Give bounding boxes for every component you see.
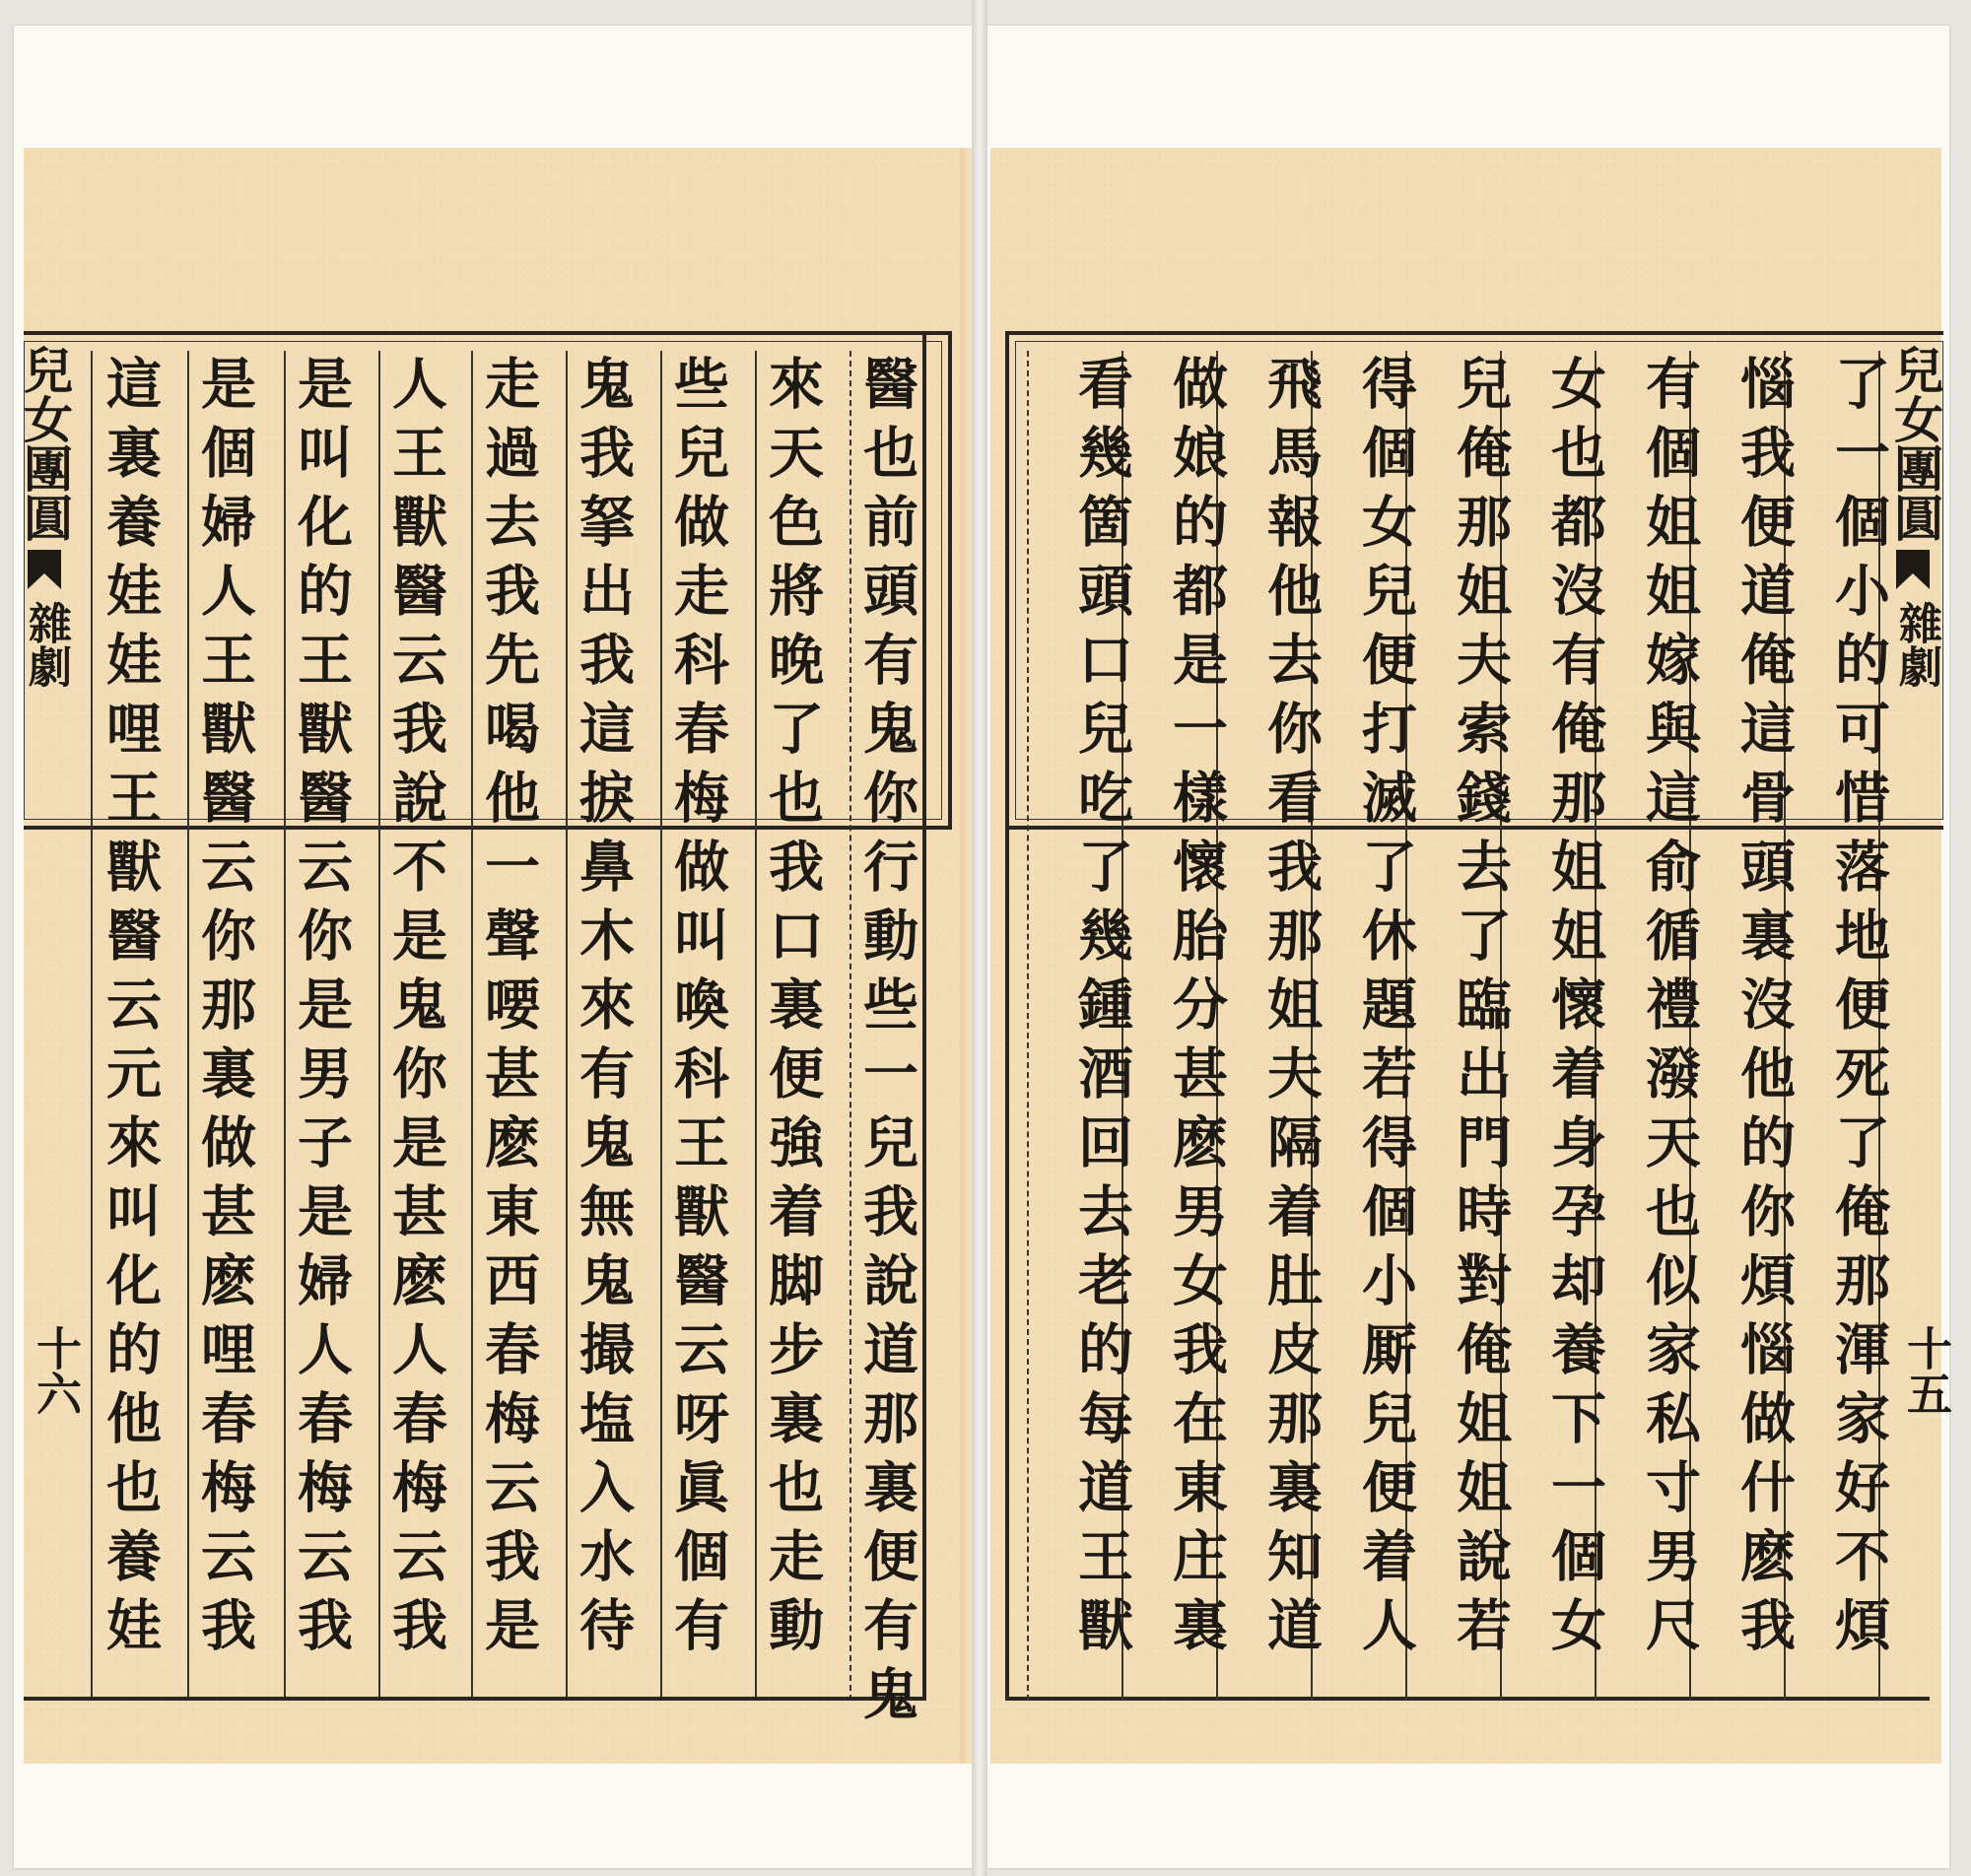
right-text-column: 了一個小的可惜落地便死了俺那渾家好不煩: [1826, 355, 1891, 1665]
left-text-column: 醫也前頭有鬼你行動些一兒我說道那裏便有鬼: [854, 355, 919, 1734]
book-gutter: [972, 0, 987, 1876]
left-margin-title: 兒女團圓: [16, 345, 74, 542]
left-text-column: 這裏養娃娃哩王獸醫云元來叫化的他也養娃: [98, 355, 163, 1665]
right-text-column: 得個女兒便打滅了休題若得個小厮兒便着人: [1353, 355, 1418, 1665]
right-text-column: 看幾箇頭口兒吃了幾鍾酒回去老的每道王獸: [1069, 355, 1134, 1665]
left-text-column: 鬼我拏出我這捩鼻木來有鬼無鬼撮塩入水待: [571, 355, 636, 1665]
left-text-column: 是叫化的王獸醫云你是男子是婦人春梅云我: [289, 355, 354, 1665]
left-text-column: 走過去我先喝他一聲喓甚麽東西春梅云我是: [476, 355, 541, 1665]
right-text-column: 女也都沒有俺那姐姐懷着身孕却養下一個女: [1542, 355, 1607, 1665]
right-text-column: 兒俺那姐夫索錢去了臨出門時對俺姐姐說若: [1448, 355, 1513, 1665]
right-outer-border: [1005, 331, 1009, 1701]
left-outer-border: [922, 331, 926, 1701]
right-margin-title: 兒女團圓: [1886, 345, 1944, 542]
left-folio: 十六: [30, 1325, 83, 1416]
left-text-column: 些兒做走科春梅做叫喚科王獸醫云呀眞個有: [665, 355, 730, 1665]
left-text-column: 是個婦人王獸醫云你那裏做甚麽哩春梅云我: [192, 355, 257, 1665]
left-text-column: 來天色將晚了也我口裏便強着脚步裏也走動: [760, 355, 825, 1665]
right-text-column: 飛馬報他去你看我那姐夫隔着肚皮那裏知道: [1258, 355, 1324, 1665]
right-text-column: 惱我便道俺這骨頭裏沒他的你煩惱做什麽我: [1732, 355, 1797, 1665]
right-text-column: 有個姐姐嫁與這俞循禮潑天也似家私寸男尺: [1637, 355, 1702, 1665]
right-folio: 十五: [1900, 1325, 1953, 1416]
left-margin-section: 雜劇: [21, 601, 71, 688]
right-text-column: 做娘的都是一樣懷胎分甚麽男女我在東庄裏: [1164, 355, 1229, 1665]
right-margin-section: 雜劇: [1891, 601, 1941, 688]
left-text-column: 人王獸醫云我說不是鬼你是甚麽人春梅云我: [383, 355, 448, 1665]
left-bottom-border: [24, 1697, 926, 1701]
left-page-edge: [960, 148, 972, 1764]
